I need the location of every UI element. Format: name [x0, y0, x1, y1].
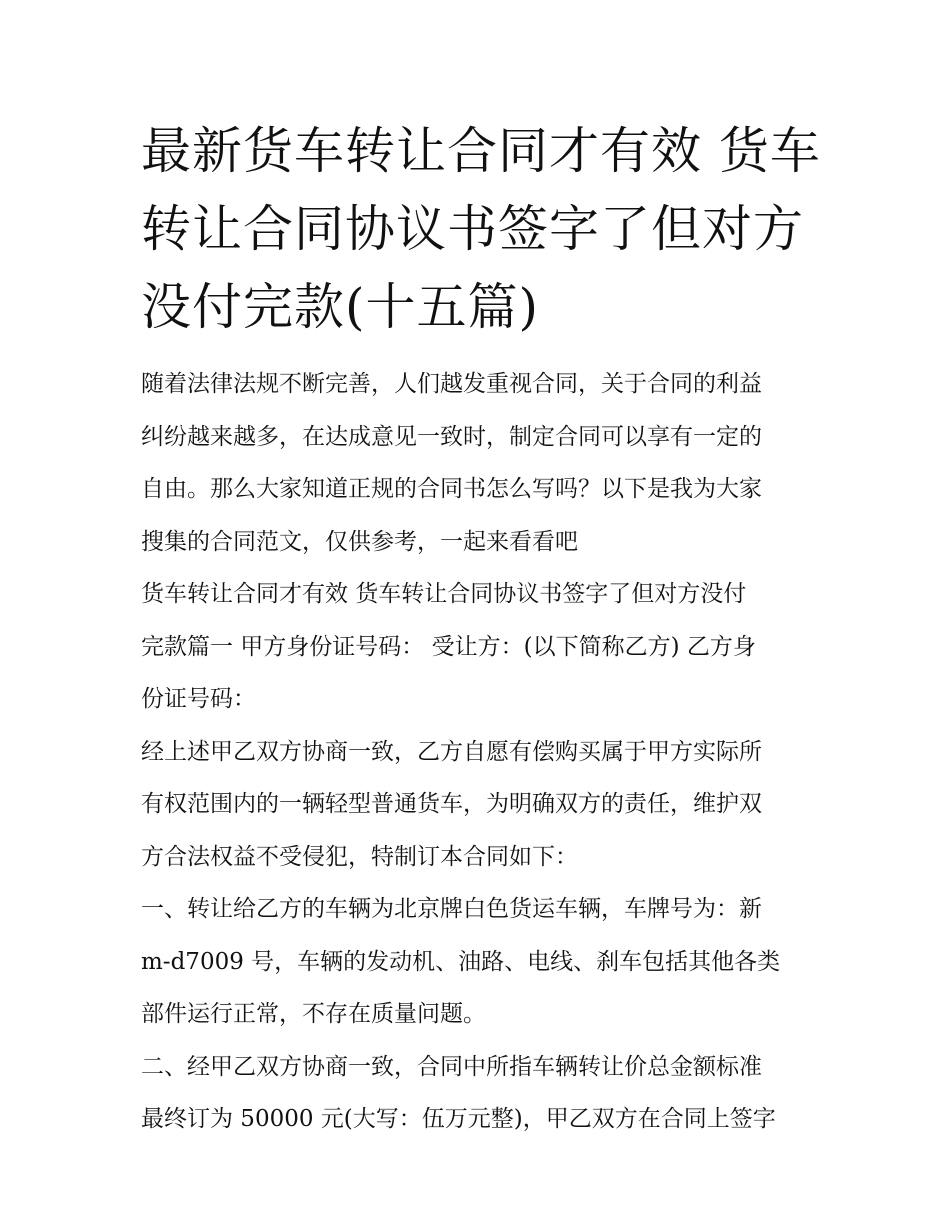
text-line: 完款篇一 甲方身份证号码： 受让方：(以下简称乙方) 乙方身	[141, 633, 756, 660]
contract-header-paragraph	[141, 568, 813, 726]
agreement-paragraph	[141, 726, 813, 884]
text-line: 随着法律法规不断完善，人们越发重视合同，关于合同的利益	[141, 371, 762, 397]
text-line: 份证号码：	[141, 686, 256, 712]
text-line: 二、经甲乙双方协商一致，合同中所指车辆转让价总金额标准	[141, 1053, 762, 1080]
text-line: 纠纷越来越多，在达成意见一致时，制定合同可以享有一定的	[141, 423, 762, 450]
text-line: 经上述甲乙双方协商一致，乙方自愿有偿购买属于甲方实际所	[141, 738, 762, 765]
text-line: 自由。那么大家知道正规的合同书怎么写吗？以下是我为大家	[141, 476, 762, 502]
text-line: 方合法权益不受侵犯，特制订本合同如下：	[141, 843, 578, 870]
title-line: 没付完款(十五篇)	[141, 278, 540, 336]
clause-one-paragraph	[141, 883, 813, 1041]
text-line: 搜集的合同范文，仅供参考，一起来看看吧	[141, 528, 578, 555]
title-line: 最新货车转让合同才有效 货车	[141, 122, 821, 180]
intro-paragraph	[141, 358, 813, 568]
text-line: 最终订为 50000 元(大写：伍万元整)，甲乙双方在合同上签字	[141, 1106, 776, 1132]
document-page	[141, 112, 821, 1146]
clause-two-paragraph	[141, 1041, 813, 1146]
text-line: 货车转让合同才有效 货车转让合同协议书签字了但对方没付	[141, 581, 747, 607]
title-line: 转让合同协议书签字了但对方	[141, 200, 804, 258]
document-title	[141, 112, 821, 346]
text-line: 有权范围内的一辆轻型普通货车，为明确双方的责任，维护双	[141, 791, 762, 817]
text-line: m-d7009 号，车辆的发动机、油路、电线、刹车包括其他各类	[141, 948, 781, 975]
text-line: 部件运行正常，不存在质量问题。	[141, 1001, 486, 1027]
text-line: 一、转让给乙方的车辆为北京牌白色货运车辆，车牌号为：新	[141, 896, 762, 922]
